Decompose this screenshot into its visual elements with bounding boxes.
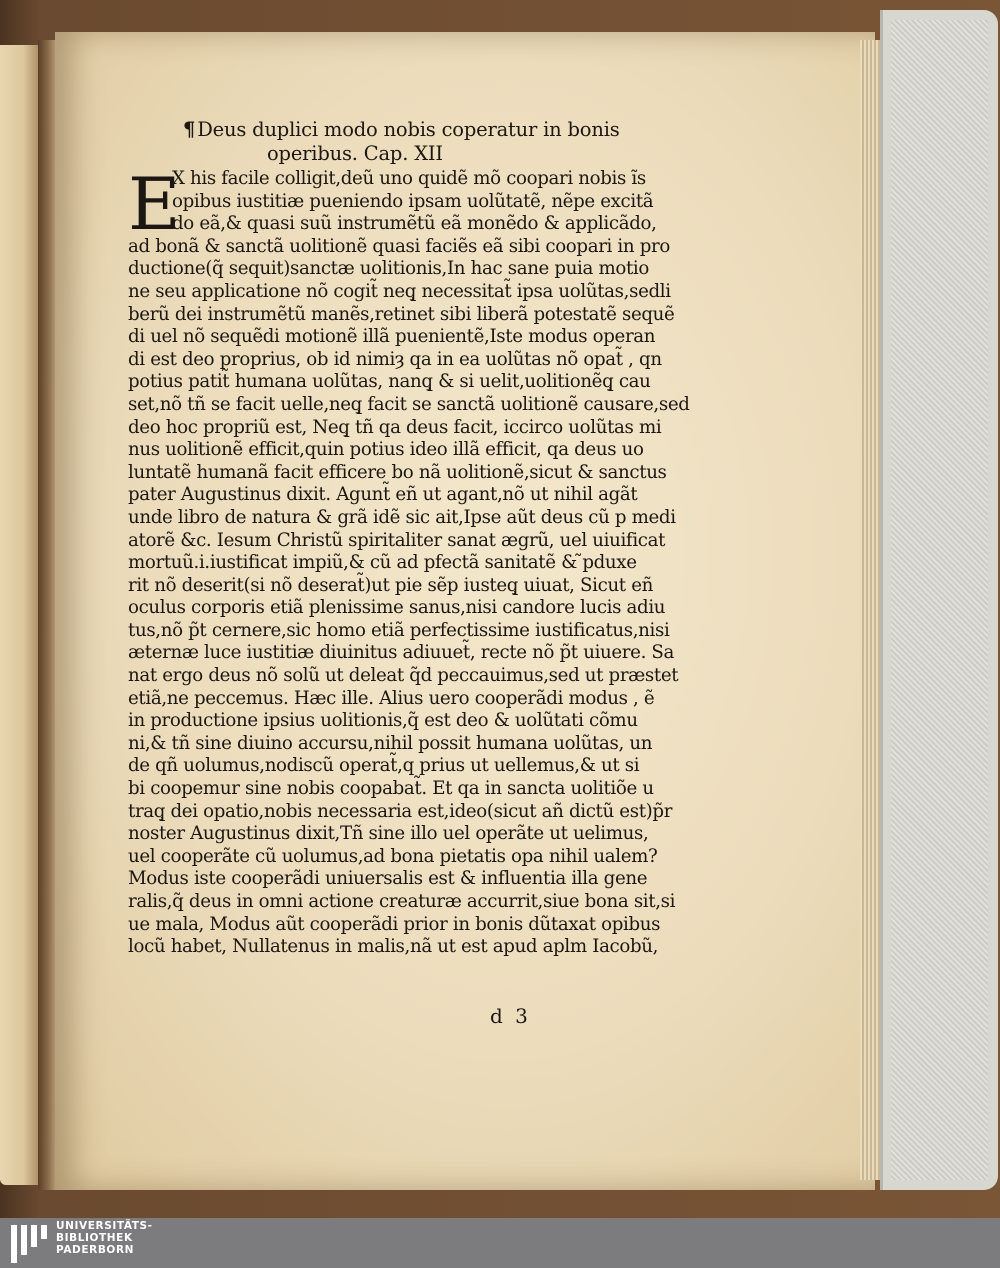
drop-initial: E <box>128 162 181 246</box>
heading-text-1: Deus duplici modo nobis coperatur in bonis <box>197 118 620 141</box>
logo-line-1: UNIVERSITÄTS- <box>56 1220 153 1232</box>
text-line: nus uolitionẽ efficit,quin potius ideo illã efficit, qa deus uo <box>128 439 644 461</box>
text-line: æternæ luce iustitiæ diuinitus adiuuet̃, recte nõ p̃t uiuere. Sa <box>128 642 675 664</box>
text-line: do eã,& quasi suũ instrumẽtũ eã monẽdo & applicãdo, <box>172 213 657 235</box>
text-line: Modus iste cooperãdi uniuersalis est & influentia illa gene <box>128 868 648 890</box>
text-line: ue mala, Modus aũt cooperãdi prior in bonis dũtaxat opibus <box>128 913 661 935</box>
text-line: set,nõ tñ se facit uelle,neq̧ facit se sanctã uolitionẽ causare,sed <box>128 393 690 415</box>
text-line: ne seu applicatione nõ cogit̃ neq̧ necessitat̃ ipsa uolũtas,sedli <box>128 280 671 302</box>
logo-line-3: PADERBORN <box>56 1244 135 1256</box>
text-line: traq̧ dei opatio,nobis necessaria est,ideo(sicut añ dictũ est)p̃r <box>128 800 673 822</box>
left-page-edge <box>0 45 40 1185</box>
text-line: de qñ uolumus,nodiscũ operat̃,q prius ut uellemus,& ut si <box>128 755 640 777</box>
heading-line-2: operibus. Cap. XII <box>267 142 443 165</box>
text-line: di est deo proprius, ob id nimiȝ qa in ea uolũtas nõ opat̃ , qn <box>128 348 662 370</box>
text-line: berũ dei instrumẽtũ manẽs,retinet sibi liberã potestatẽ sequẽ <box>128 303 675 325</box>
text-line: di uel nõ sequẽdi motionẽ illã puenientẽ,Iste modus operan <box>128 326 656 348</box>
text-line: tus,nõ p̃t cernere,sic homo etiã perfectissime iustificatus,nisi <box>128 619 670 641</box>
text-line: etiã,ne peccemus. Hæc ille. Alius uero cooperãdi modus , ẽ <box>128 687 655 709</box>
pilcrow-mark: ¶ <box>183 118 196 141</box>
text-line: nat ergo deus nõ solũ ut deleat q̃d peccauimus,sed ut præstet <box>128 665 679 687</box>
text-line: unde libro de natura & grã idẽ sic ait,Ipse aũt deus cũ p medi <box>128 506 676 528</box>
text-line: luntatẽ humanã facit efficere bo nã uolitionẽ,sicut & sanctus <box>128 461 667 483</box>
text-line: in productione ipsius uolitionis,q̃ est deo & uolũtati cõmu <box>128 710 638 732</box>
text-line: rit nõ deserit(si nõ deserat̃)ut pie sẽp iusteq̧ uiuat, Sicut eñ <box>128 574 653 596</box>
text-line: pater Augustinus dixit. Agunt̃ eñ ut agant,nõ ut nihil agãt <box>128 484 638 506</box>
text-line: ductione(q̃ sequit)sanctæ uolitionis,In hac sane puia motio <box>128 258 649 280</box>
text-line: mortuũ.i.iustificat impiũ,& cũ ad pfectã sanitatẽ & ̃pduxe <box>128 552 637 574</box>
text-line: locũ habet, Nullatenus in malis,nã ut est apud aplm Iacobũ, <box>128 936 659 958</box>
heading-line-1 <box>183 118 673 142</box>
text-line: uel cooperãte cũ uolumus,ad bona pietatis opa nihil ualem? <box>128 845 658 867</box>
library-logo-icon <box>11 1221 51 1265</box>
text-line: noster Augustinus dixit,Tñ sine illo uel operãte ut uelimus, <box>128 823 649 845</box>
text-line: opibus iustitiæ pueniendo ipsam uolũtatẽ, nẽpe excitã <box>172 190 654 212</box>
text-line: potius patit̃ humana uolũtas, nanq̧ & si uelit,uolitionẽq̧ cau <box>128 371 651 393</box>
signature-mark: d 3 <box>490 1004 531 1028</box>
chapter-heading <box>183 118 673 166</box>
text-line: atorẽ &c. Iesum Christũ spiritaliter sanat ægrũ, uel uiuificat <box>128 529 666 551</box>
library-footer <box>0 1218 1000 1268</box>
book-cover <box>880 10 998 1190</box>
text-line: deo hoc propriũ est, Neq̧ tñ qa deus facit, iccirco uolũtas mi <box>128 416 662 438</box>
library-logo-text <box>56 1220 153 1256</box>
text-line: ni,& tñ sine diuino accursu,nihil possit humana uolũtas, un <box>128 732 653 754</box>
text-line: oculus corporis etiã plenissime sanus,nisi candore lucis adiu <box>128 597 666 619</box>
text-line: bi coopemur sine nobis coopabat̃. Et qa in sancta uolitiõe u <box>128 778 654 800</box>
logo-line-2: BIBLIOTHEK <box>56 1232 133 1244</box>
text-line: ralis,q̃ deus in omni actione creaturæ accurrit,siue bona sit,si <box>128 891 676 912</box>
body-text <box>128 162 690 959</box>
text-line: ad bonã & sanctã uolitionẽ quasi faciẽs eã sibi coopari in pro <box>128 235 670 257</box>
text-line: X his facile colligit,deũ uno quidẽ mõ coopari nobis ĩs <box>172 168 646 189</box>
text-block <box>128 118 690 959</box>
